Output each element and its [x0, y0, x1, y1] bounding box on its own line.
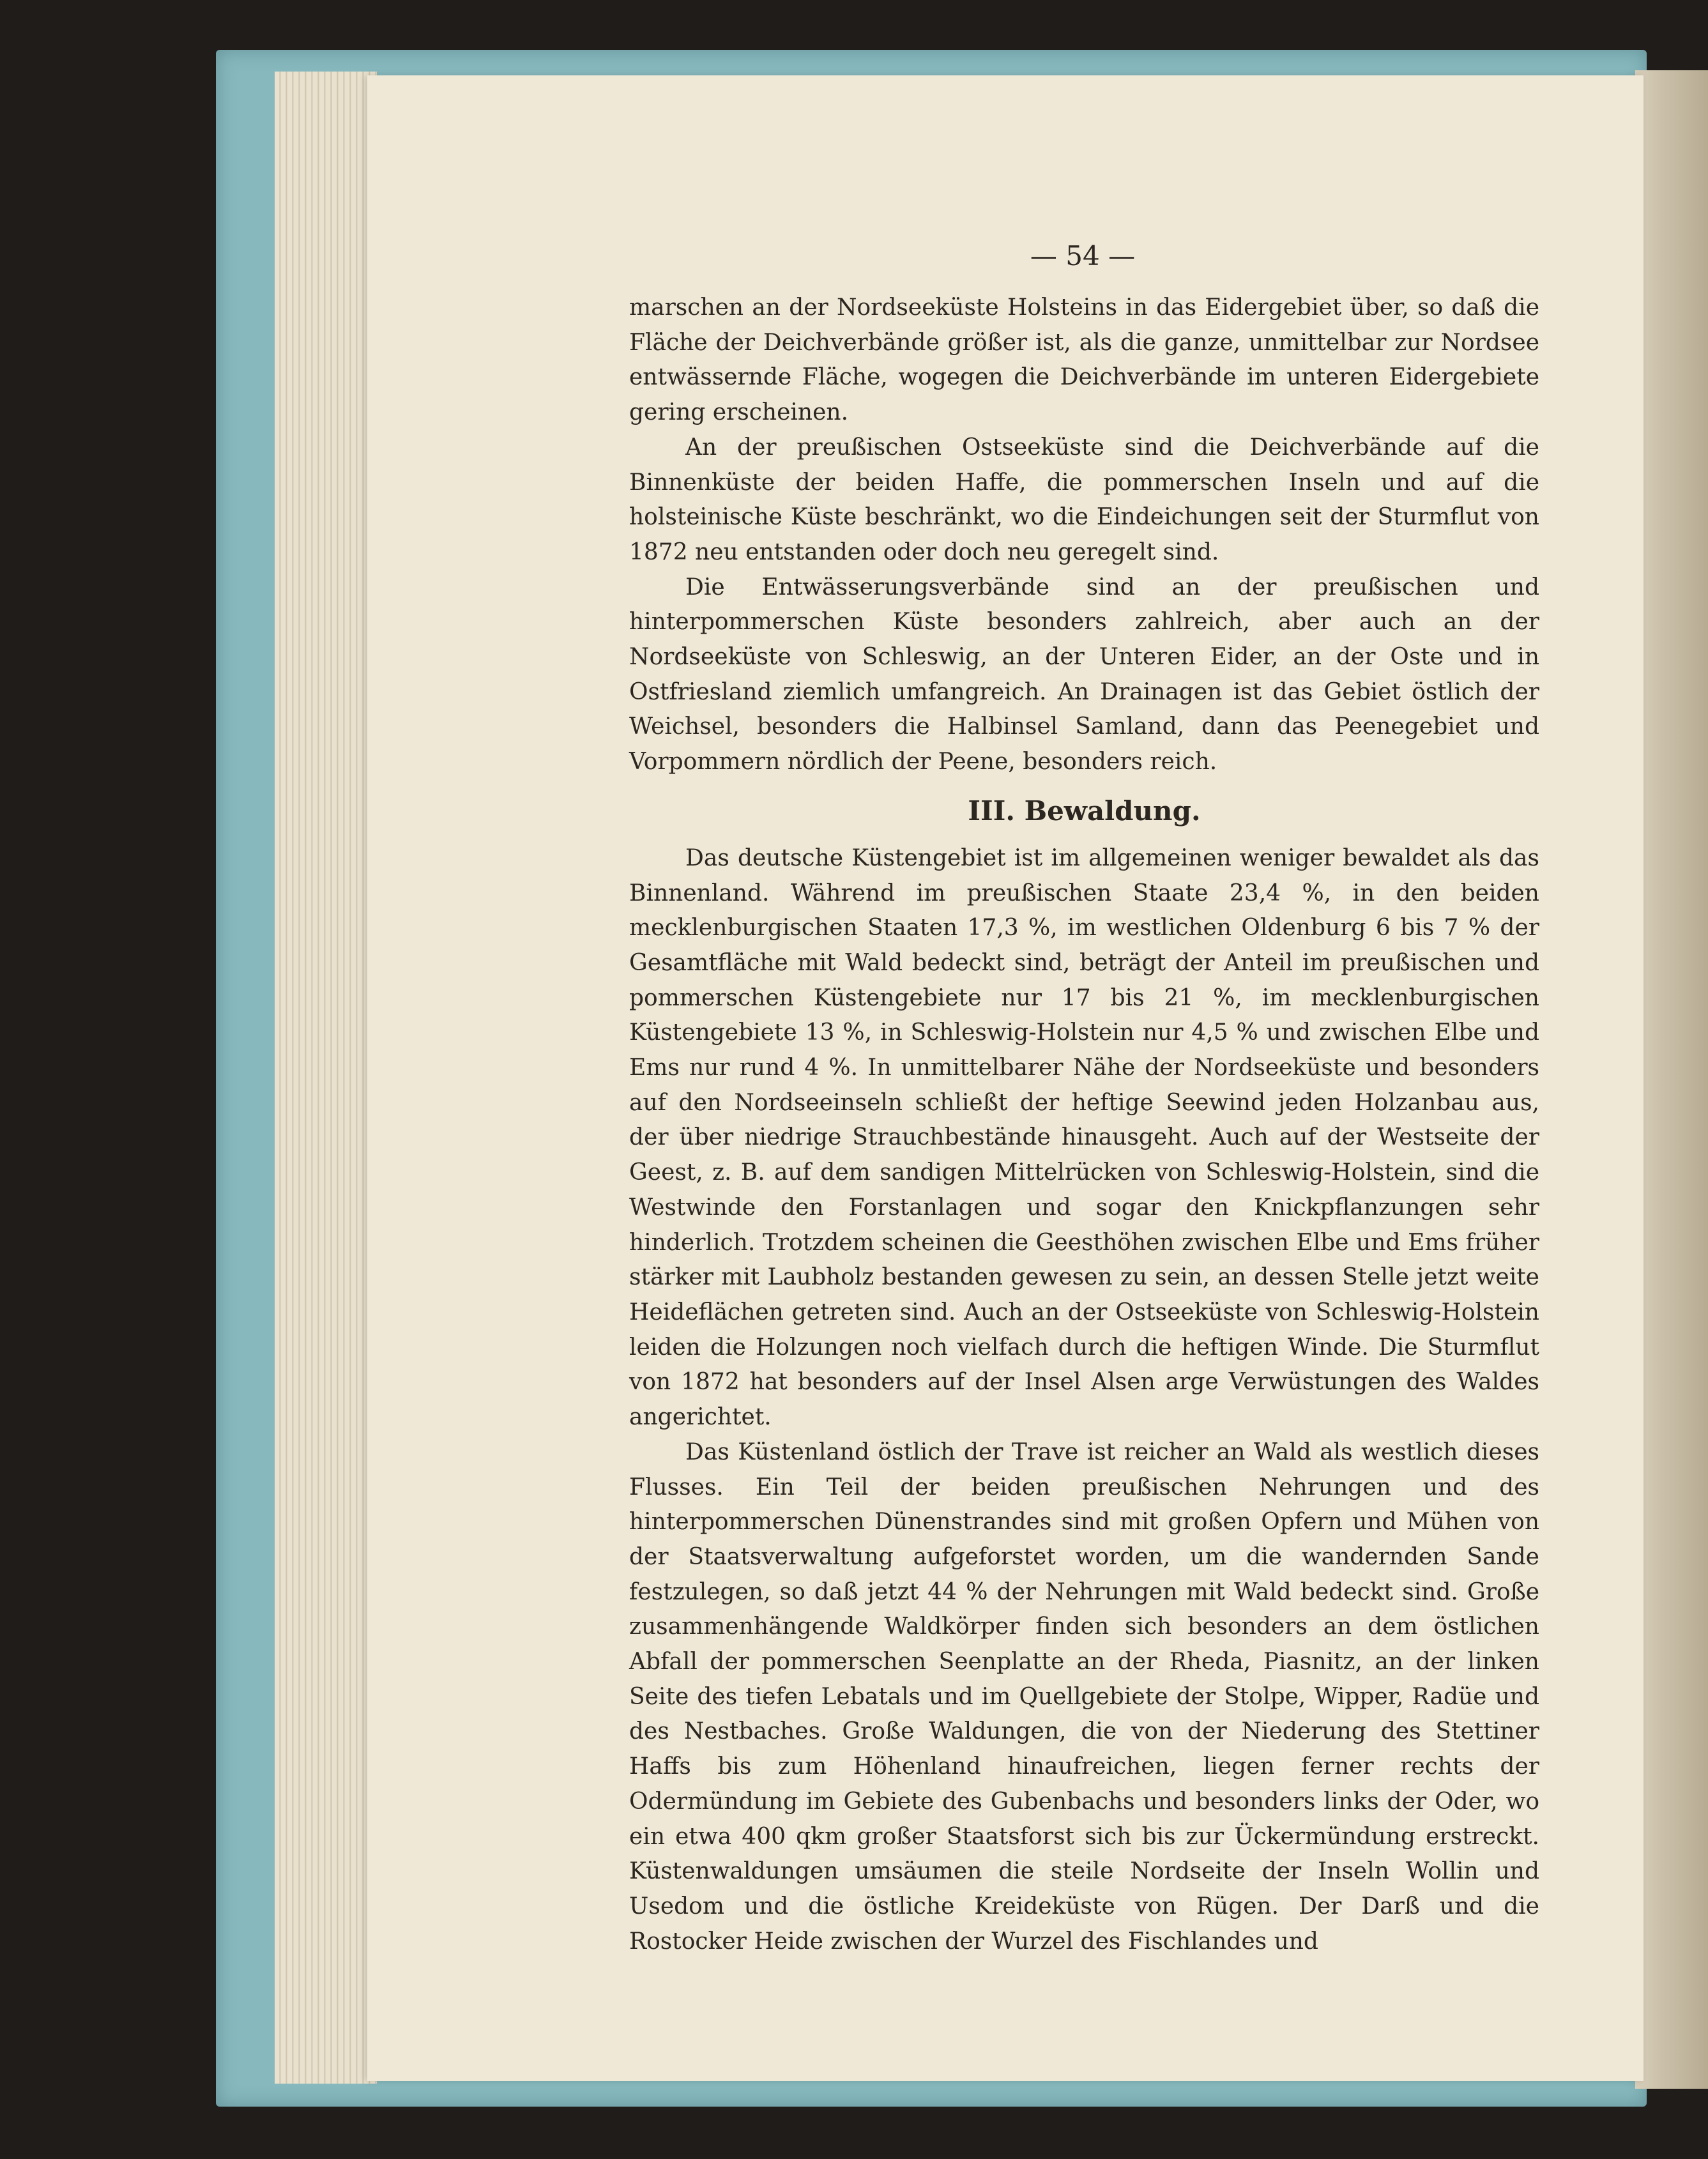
paragraph-3: Die Entwässerungsverbände sind an der preußischen und hinterpommerschen Küste besonders zahlreich, aber auch an der Nordseeküste von Schleswig, an der Unteren Eider, an der Oste und in Ostfriesland ziemlich umfangreich. An Drainagen ist das Gebiet östlich der Weichsel, besonders die Halbinsel Samland, dann das Peenegebiet und Vorpommern nördlich der Peene, besonders reich. [629, 574, 1539, 775]
next-page-edge [1635, 70, 1708, 2089]
paragraph-4: Das deutsche Küstengebiet ist im allgemeinen weniger bewaldet als das Binnenland. Während im preußischen Staate 23,4 %, in den beiden mecklenburgischen Staaten 17,3 %, im westlichen Oldenburg 6 bis 7 % der Gesamtfläche mit Wald bedeckt sind, beträgt der Anteil im preußischen und pommerschen Küstengebiete nur 17 bis 21 %, im mecklenburgischen Küstengebiete 13 %, in Schleswig-Holstein nur 4,5 % und zwischen Elbe und Ems nur rund 4 %. In unmittelbarer Nähe der Nordseeküste und besonders auf den Nordseeinseln schließt der heftige Seewind jeden Holzanbau aus, der über niedrige Strauchbestände hinausgeht. Auch auf der Westseite der Geest, z. B. auf dem sandigen Mittelrücken von Schleswig-Holstein, sind die Westwinde den Forstanlagen und sogar den Knickpflanzungen sehr hinderlich. Trotzdem scheinen die Geesthöhen zwischen Elbe und Ems früher stärker mit Laubholz bestanden gewesen zu sein, an dessen Stelle jetzt weite Heideflächen getreten sind. Auch an der Ostseeküste von Schleswig-Holstein leiden die Holzungen noch vielfach durch die heftigen Winde. Die Sturmflut von 1872 hat besonders auf der Insel Alsen arge Verwüstungen des Waldes angerichtet. [629, 844, 1539, 1431]
paragraph-2: An der preußischen Ostseeküste sind die Deichverbände auf die Binnenküste der beiden Haffe, die pommerschen Inseln und auf die holsteinische Küste beschränkt, wo die Eindeichungen seit der Sturmflut von 1872 neu entstanden oder doch neu geregelt sind. [629, 434, 1539, 565]
section-heading: III. Bewaldung. [968, 795, 1201, 827]
page-body [629, 291, 1539, 1959]
page-stack-edges [275, 72, 377, 2084]
page-number: — 54 — [1030, 240, 1136, 271]
paragraph-5: Das Küstenland östlich der Trave ist reicher an Wald als westlich dieses Flusses. Ein Teil der beiden preußischen Nehrungen und des hinterpommerschen Dünenstrandes sind mit großen Opfern und Mühen von der Staatsverwaltung aufgeforstet worden, um die wandernden Sande festzulegen, so daß jetzt 44 % der Nehrungen mit Wald bedeckt sind. Große zusammenhängende Waldkörper finden sich besonders an dem östlichen Abfall der pommerschen Seenplatte an der Rheda, Piasnitz, an der linken Seite des tiefen Lebatals und im Quellgebiete der Stolpe, Wipper, Radüe und des Nestbaches. Große Waldungen, die von der Niederung des Stettiner Haffs bis zum Höhenland hinaufreichen, liegen ferner rechts der Odermündung im Gebiete des Gubenbachs und besonders links der Oder, wo ein etwa 400 qkm großer Staatsforst sich bis zur Ückermündung erstreckt. Küstenwaldungen umsäumen die steile Nordseite der Inseln Wollin und Usedom und die östliche Kreideküste von Rügen. Der Darß und die Rostocker Heide zwischen der Wurzel des Fischlandes und [629, 1438, 1539, 1955]
paragraph-1: marschen an der Nordseeküste Holsteins in das Eidergebiet über, so daß die Fläche der Deichverbände größer ist, als die ganze, unmittelbar zur Nordsee entwässernde Fläche, wogegen die Deichverbände im unteren Eidergebiete gering erscheinen. [629, 294, 1539, 426]
